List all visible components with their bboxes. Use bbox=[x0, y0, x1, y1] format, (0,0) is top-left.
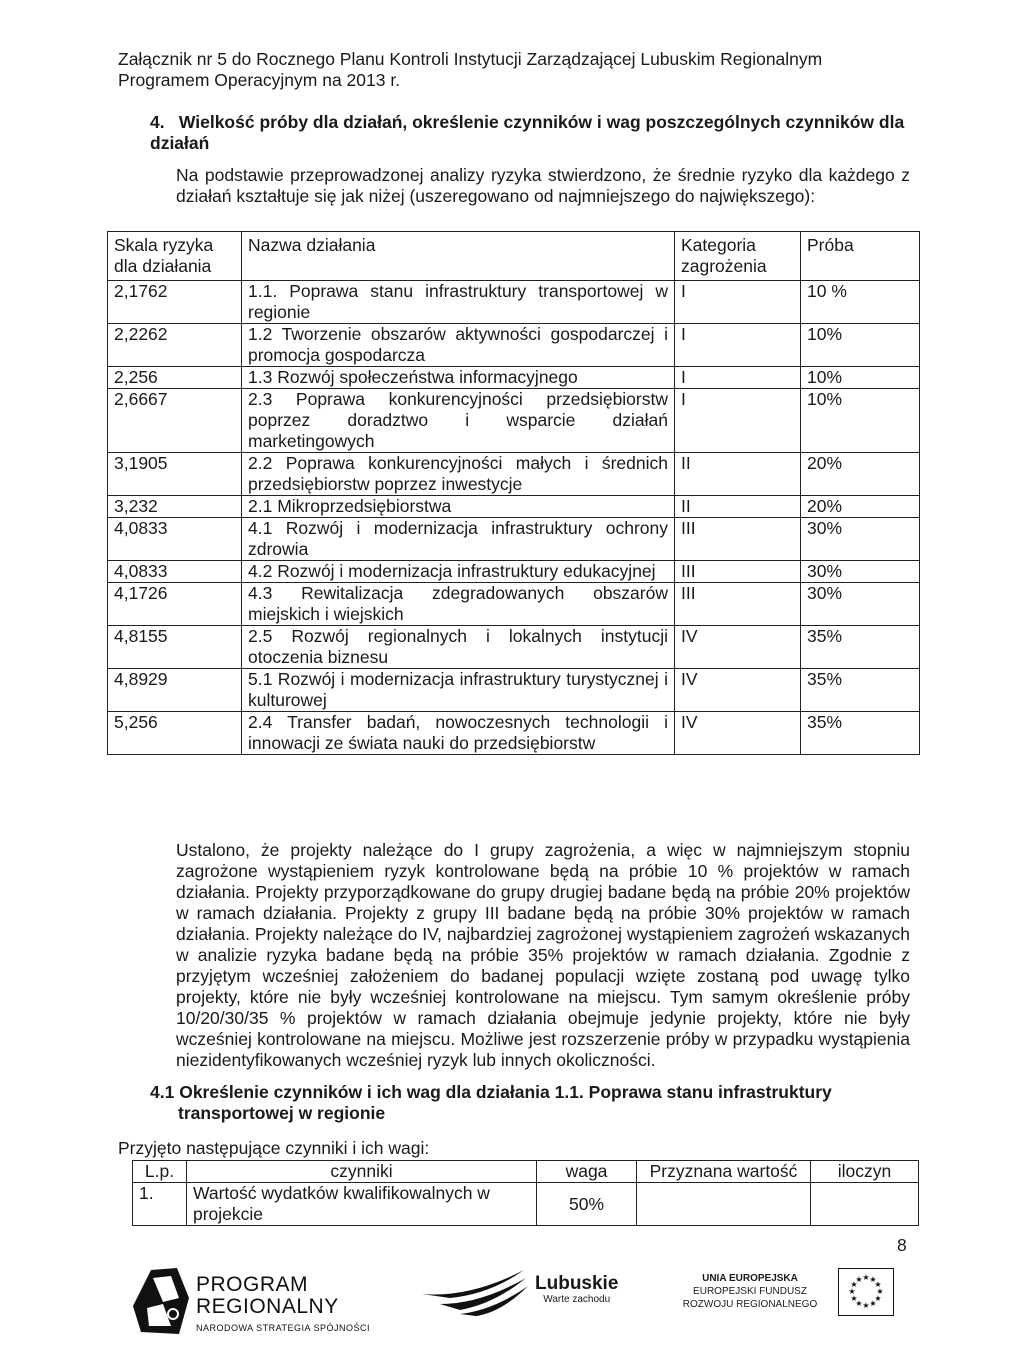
lubuskie-tagline: Warte zachodu bbox=[543, 1294, 611, 1305]
risk-category-cell: III bbox=[675, 561, 801, 583]
risk-sample-cell: 35% bbox=[801, 712, 920, 755]
risk-name-cell: 2.2 Poprawa konkurencyjności małych i średnich przedsiębiorstw poprzez inwestycje bbox=[242, 453, 675, 496]
subsection-number: 4.1 bbox=[150, 1082, 175, 1102]
eu-fund-text bbox=[670, 1272, 830, 1311]
risk-sample-cell: 30% bbox=[801, 561, 920, 583]
risk-scale-cell: 4,8155 bbox=[108, 626, 242, 669]
eu-flag-icon bbox=[838, 1268, 894, 1316]
conclusion-paragraph bbox=[118, 840, 910, 1071]
risk-scale-cell: 5,256 bbox=[108, 712, 242, 755]
risk-sample-cell: 30% bbox=[801, 583, 920, 626]
risk-scale-cell: 2,256 bbox=[108, 367, 242, 389]
risk-sample-cell: 10% bbox=[801, 367, 920, 389]
svg-text:★: ★ bbox=[862, 1273, 870, 1282]
subsection-title-line2: transportowej w regionie bbox=[178, 1103, 386, 1123]
risk-category-cell: I bbox=[675, 367, 801, 389]
program-line3: NARODOWA STRATEGIA SPÓJNOŚCI bbox=[196, 1323, 371, 1333]
program-regionalny-logo-icon bbox=[133, 1268, 191, 1336]
factor-table-header-row bbox=[133, 1161, 919, 1183]
risk-row bbox=[108, 389, 920, 453]
risk-sample-cell: 10% bbox=[801, 389, 920, 453]
risk-name-cell: 1.1. Poprawa stanu infrastruktury transportowej w regionie bbox=[242, 281, 675, 324]
risk-category-cell: I bbox=[675, 389, 801, 453]
program-line2: REGIONALNY bbox=[196, 1295, 339, 1318]
risk-row bbox=[108, 583, 920, 626]
svg-text:★: ★ bbox=[855, 1275, 863, 1284]
eu-line3: ROZWOJU REGIONALNEGO bbox=[682, 1299, 818, 1310]
lubuskie-text bbox=[535, 1274, 618, 1306]
conclusion-text: Ustalono, że projekty należące do I grupy zagrożenia, a więc w najmniejszym stopniu zagrożone wystąpieniem ryzyk kontrolowane będą na próbie 10 % projektów w ramach działania. Projekty przyporządkowane do grupy drugiej badane będą na próbie 20% projektów w ramach działania. Projekty z grupy III badane będą na próbie 30% projektów w ramach działania. Projekty należące do IV, najbardziej zagrożonej wystąpieniem zagrożeń wskazanych w analizie ryzyka badane będą na próbie 35% projektów w ramach działania. Zgodnie z przyjętym wcześniej założeniem do badanej populacji wzięte zostaną pod uwagę tylko projekty, które nie były wcześniej kontrolowane na miejscu. Tym samym określenie próby 10/20/30/35 % projektów w ramach działania obejmuje jedynie projekty, które nie były wcześniej kontrolowane na miejscu. Możliwe jest rozszerzenie próby w przypadku wystąpienia niezidentyfikowanych wcześniej ryzyk lub innych okoliczności. bbox=[176, 840, 910, 1070]
svg-text:★: ★ bbox=[869, 1299, 877, 1308]
program-line1: PROGRAM bbox=[196, 1273, 309, 1296]
risk-row bbox=[108, 453, 920, 496]
factor-value bbox=[637, 1183, 811, 1226]
section-title-text: Wielkość próby dla działań, określenie czynników i wag poszczególnych czynników dla działań bbox=[150, 112, 905, 153]
risk-category-cell: III bbox=[675, 583, 801, 626]
factor-lp: 1. bbox=[133, 1183, 187, 1226]
risk-scale-cell: 3,232 bbox=[108, 496, 242, 518]
risk-name-cell: 2.3 Poprawa konkurencyjności przedsiębiorstw poprzez doradztwo i wsparcie działań marketingowych bbox=[242, 389, 675, 453]
risk-table bbox=[107, 231, 920, 755]
risk-scale-cell: 2,2262 bbox=[108, 324, 242, 367]
svg-text:★: ★ bbox=[850, 1294, 858, 1303]
risk-category-cell: IV bbox=[675, 669, 801, 712]
risk-row bbox=[108, 561, 920, 583]
section-number: 4. bbox=[150, 112, 165, 132]
page-number: 8 bbox=[897, 1235, 907, 1255]
factor-header-weight: waga bbox=[537, 1161, 637, 1183]
risk-sample-cell: 35% bbox=[801, 626, 920, 669]
risk-scale-cell: 2,1762 bbox=[108, 281, 242, 324]
risk-scale-cell: 4,0833 bbox=[108, 518, 242, 561]
risk-sample-cell: 20% bbox=[801, 453, 920, 496]
svg-text:★: ★ bbox=[855, 1299, 863, 1308]
factor-header-lp: L.p. bbox=[133, 1161, 187, 1183]
footer-logos bbox=[0, 1262, 1024, 1362]
risk-table-header-row bbox=[108, 232, 920, 281]
factor-product bbox=[811, 1183, 919, 1226]
risk-name-cell: 1.2 Tworzenie obszarów aktywności gospodarczej i promocja gospodarcza bbox=[242, 324, 675, 367]
risk-category-cell: I bbox=[675, 324, 801, 367]
lubuskie-swoosh-icon bbox=[420, 1264, 530, 1318]
risk-category-cell: IV bbox=[675, 626, 801, 669]
risk-category-cell: III bbox=[675, 518, 801, 561]
risk-sample-cell: 10% bbox=[801, 324, 920, 367]
risk-name-cell: 2.5 Rozwój regionalnych i lokalnych instytucji otoczenia biznesu bbox=[242, 626, 675, 669]
eu-line2: EUROPEJSKI FUNDUSZ bbox=[693, 1286, 807, 1297]
eu-line1: UNIA EUROPEJSKA bbox=[702, 1273, 798, 1284]
header-category: Kategoria zagrożenia bbox=[675, 232, 801, 281]
risk-row bbox=[108, 324, 920, 367]
risk-name-cell: 1.3 Rozwój społeczeństwa informacyjnego bbox=[242, 367, 675, 389]
risk-row bbox=[108, 626, 920, 669]
risk-scale-cell: 4,8929 bbox=[108, 669, 242, 712]
risk-category-cell: II bbox=[675, 496, 801, 518]
risk-scale-cell: 4,0833 bbox=[108, 561, 242, 583]
svg-text:★: ★ bbox=[848, 1287, 856, 1296]
svg-text:★: ★ bbox=[850, 1280, 858, 1289]
risk-scale-cell: 4,1726 bbox=[108, 583, 242, 626]
risk-name-cell: 2.1 Mikroprzedsiębiorstwa bbox=[242, 496, 675, 518]
document-header: Załącznik nr 5 do Rocznego Planu Kontroli Instytucji Zarządzającej Lubuskim Regionalnym Programem Operacyjnym na 2013 r. bbox=[118, 49, 823, 90]
risk-row bbox=[108, 367, 920, 389]
svg-text:★: ★ bbox=[874, 1280, 882, 1289]
risk-scale-cell: 3,1905 bbox=[108, 453, 242, 496]
header-name: Nazwa działania bbox=[242, 232, 675, 281]
risk-category-cell: II bbox=[675, 453, 801, 496]
intro-paragraph bbox=[118, 165, 910, 207]
factor-table bbox=[132, 1160, 919, 1226]
risk-name-cell: 2.4 Transfer badań, nowoczesnych technologii i innowacji ze świata nauki do przedsiębiorstw bbox=[242, 712, 675, 755]
subsection-title-line1: Określenie czynników i ich wag dla działania 1.1. Poprawa stanu infrastruktury bbox=[179, 1082, 832, 1102]
risk-sample-cell: 20% bbox=[801, 496, 920, 518]
factor-header-factors: czynniki bbox=[187, 1161, 537, 1183]
factor-weight: 50% bbox=[537, 1183, 637, 1226]
risk-category-cell: I bbox=[675, 281, 801, 324]
adopted-factors-text: Przyjęto następujące czynniki i ich wagi: bbox=[118, 1138, 430, 1158]
svg-text:★: ★ bbox=[862, 1301, 870, 1310]
svg-text:★: ★ bbox=[874, 1294, 882, 1303]
risk-name-cell: 4.2 Rozwój i modernizacja infrastruktury edukacyjnej bbox=[242, 561, 675, 583]
risk-row bbox=[108, 518, 920, 561]
factor-header-product: iloczyn bbox=[811, 1161, 919, 1183]
factor-header-value: Przyznana wartość bbox=[637, 1161, 811, 1183]
header-scale: Skala ryzyka dla działania bbox=[108, 232, 242, 281]
risk-table-body bbox=[108, 281, 920, 755]
lubuskie-name: Lubuskie bbox=[535, 1273, 619, 1294]
risk-category-cell: IV bbox=[675, 712, 801, 755]
program-regionalny-text bbox=[196, 1274, 370, 1334]
risk-row bbox=[108, 669, 920, 712]
risk-name-cell: 4.1 Rozwój i modernizacja infrastruktury ochrony zdrowia bbox=[242, 518, 675, 561]
risk-row bbox=[108, 281, 920, 324]
factor-name: Wartość wydatków kwalifikowalnych w projekcie bbox=[187, 1183, 537, 1226]
factor-row bbox=[133, 1183, 919, 1226]
risk-sample-cell: 30% bbox=[801, 518, 920, 561]
svg-text:★: ★ bbox=[869, 1275, 877, 1284]
subsection-title bbox=[150, 1082, 910, 1124]
risk-scale-cell: 2,6667 bbox=[108, 389, 242, 453]
section-title bbox=[150, 112, 910, 154]
risk-name-cell: 5.1 Rozwój i modernizacja infrastruktury turystycznej i kulturowej bbox=[242, 669, 675, 712]
risk-name-cell: 4.3 Rewitalizacja zdegradowanych obszarów miejskich i wiejskich bbox=[242, 583, 675, 626]
risk-sample-cell: 35% bbox=[801, 669, 920, 712]
risk-row bbox=[108, 712, 920, 755]
risk-row bbox=[108, 496, 920, 518]
intro-text: Na podstawie przeprowadzonej analizy ryzyka stwierdzono, że średnie ryzyko dla każdego z działań kształtuje się jak niżej (uszeregowano od najmniejszego do największego): bbox=[176, 165, 910, 206]
header-sample: Próba bbox=[801, 232, 920, 281]
svg-text:★: ★ bbox=[876, 1287, 884, 1296]
risk-sample-cell: 10 % bbox=[801, 281, 920, 324]
